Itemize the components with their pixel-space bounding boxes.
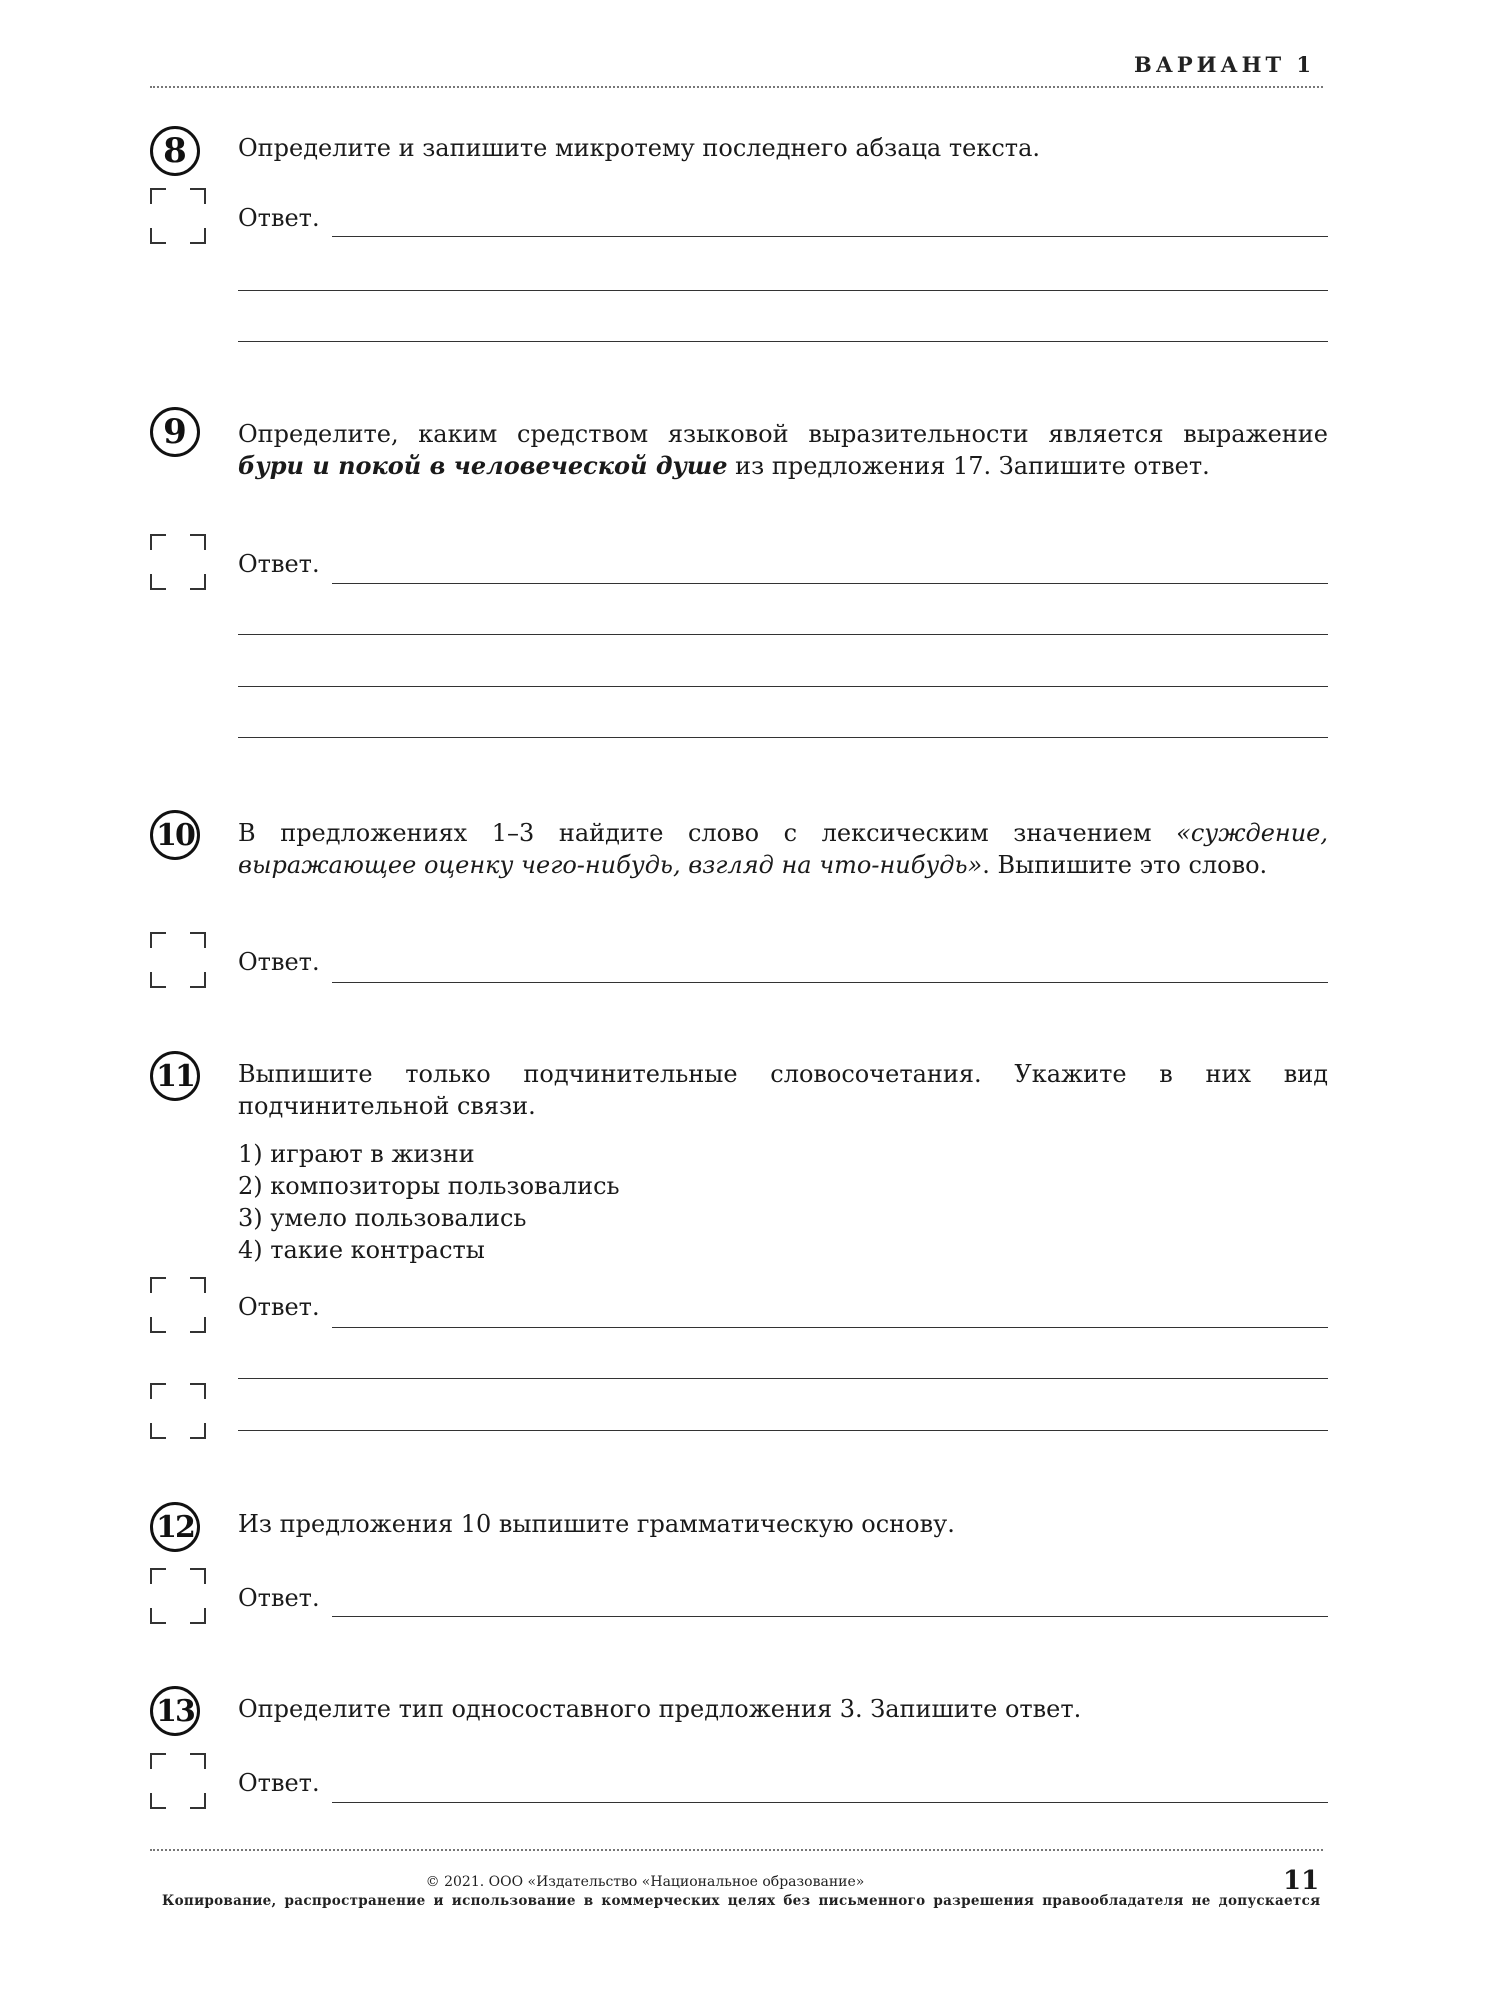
task-12-score-box: [150, 1568, 206, 1624]
task-11-score-box-1: [150, 1277, 206, 1333]
task-10-answer-line-1[interactable]: [332, 982, 1328, 983]
task-13-answer-line-1[interactable]: [332, 1802, 1328, 1803]
task-9-number: 9: [150, 407, 200, 457]
task-11-option: 2) композиторы пользовались: [238, 1172, 620, 1200]
task-9-score-box: [150, 534, 206, 590]
task-12-answer-line-1[interactable]: [332, 1616, 1328, 1617]
task-11-answer-line-2[interactable]: [238, 1378, 1328, 1379]
task-9-answer-line-4[interactable]: [238, 737, 1328, 738]
task-11-text: Выпишите только подчинительные словосочетания. Укажите в них вид подчинительной связи.: [238, 1060, 1328, 1120]
task-8-answer-label: Ответ.: [238, 204, 320, 232]
task-8-answer-line-3[interactable]: [238, 341, 1328, 342]
task-9-answer-line-3[interactable]: [238, 686, 1328, 687]
task-10-score-box: [150, 932, 206, 988]
task-11-answer-line-1[interactable]: [332, 1327, 1328, 1328]
task-11-option: 3) умело пользовались: [238, 1204, 527, 1232]
task-8-answer-line-2[interactable]: [238, 290, 1328, 291]
task-10-number: 10: [150, 810, 200, 860]
task-9-answer-line-1[interactable]: [332, 583, 1328, 584]
task-11-score-box-2: [150, 1383, 206, 1439]
task-8-number: 8: [150, 126, 200, 176]
task-13-score-box: [150, 1753, 206, 1809]
task-9-answer-line-2[interactable]: [238, 634, 1328, 635]
header-divider: [150, 86, 1323, 88]
task-8-score-box: [150, 188, 206, 244]
task-9-answer-label: Ответ.: [238, 550, 320, 578]
task-9-text: Определите, каким средством языковой выразительности является выражение бури и покой в человеческой душе из предложения 17. Запишите ответ.: [238, 420, 1328, 480]
task-10-text: В предложениях 1–3 найдите слово с лексическим значением «суждение, выражающее оценку чего-нибудь, взгляд на что-нибудь». Выпишите это слово.: [238, 819, 1328, 879]
task-11-option: 1) играют в жизни: [238, 1140, 475, 1168]
task-8-text: Определите и запишите микротему последнего абзаца текста.: [238, 134, 1041, 162]
task-11-answer-label: Ответ.: [238, 1293, 320, 1321]
footer-notice: Копирование, распространение и использование в коммерческих целях без письменного разрешения правообладателя не допускается: [162, 1893, 1321, 1909]
task-12-text: Из предложения 10 выпишите грамматическую основу.: [238, 1510, 955, 1538]
footer-divider: [150, 1849, 1323, 1851]
task-12-answer-label: Ответ.: [238, 1584, 320, 1612]
task-9-highlight: бури и покой в человеческой душе: [238, 451, 728, 480]
task-13-number: 13: [150, 1686, 200, 1736]
task-8-answer-line-1[interactable]: [332, 236, 1328, 237]
footer-copyright: © 2021. ООО «Издательство «Национальное образование»: [425, 1874, 865, 1890]
task-10-definition: «суждение, выражающее оценку чего-нибудь, взгляд на что-нибудь»: [238, 819, 1328, 879]
page-number: 11: [1283, 1866, 1320, 1896]
task-11-answer-line-3[interactable]: [238, 1430, 1328, 1431]
task-11-options: [238, 1138, 620, 1266]
task-11-option: 4) такие контрасты: [238, 1236, 485, 1264]
task-13-text: Определите тип односоставного предложения 3. Запишите ответ.: [238, 1695, 1082, 1723]
variant-header: ВАРИАНТ 1: [1134, 52, 1315, 77]
task-12-number: 12: [150, 1502, 200, 1552]
task-10-answer-label: Ответ.: [238, 948, 320, 976]
task-11-number: 11: [150, 1051, 200, 1101]
task-13-answer-label: Ответ.: [238, 1769, 320, 1797]
